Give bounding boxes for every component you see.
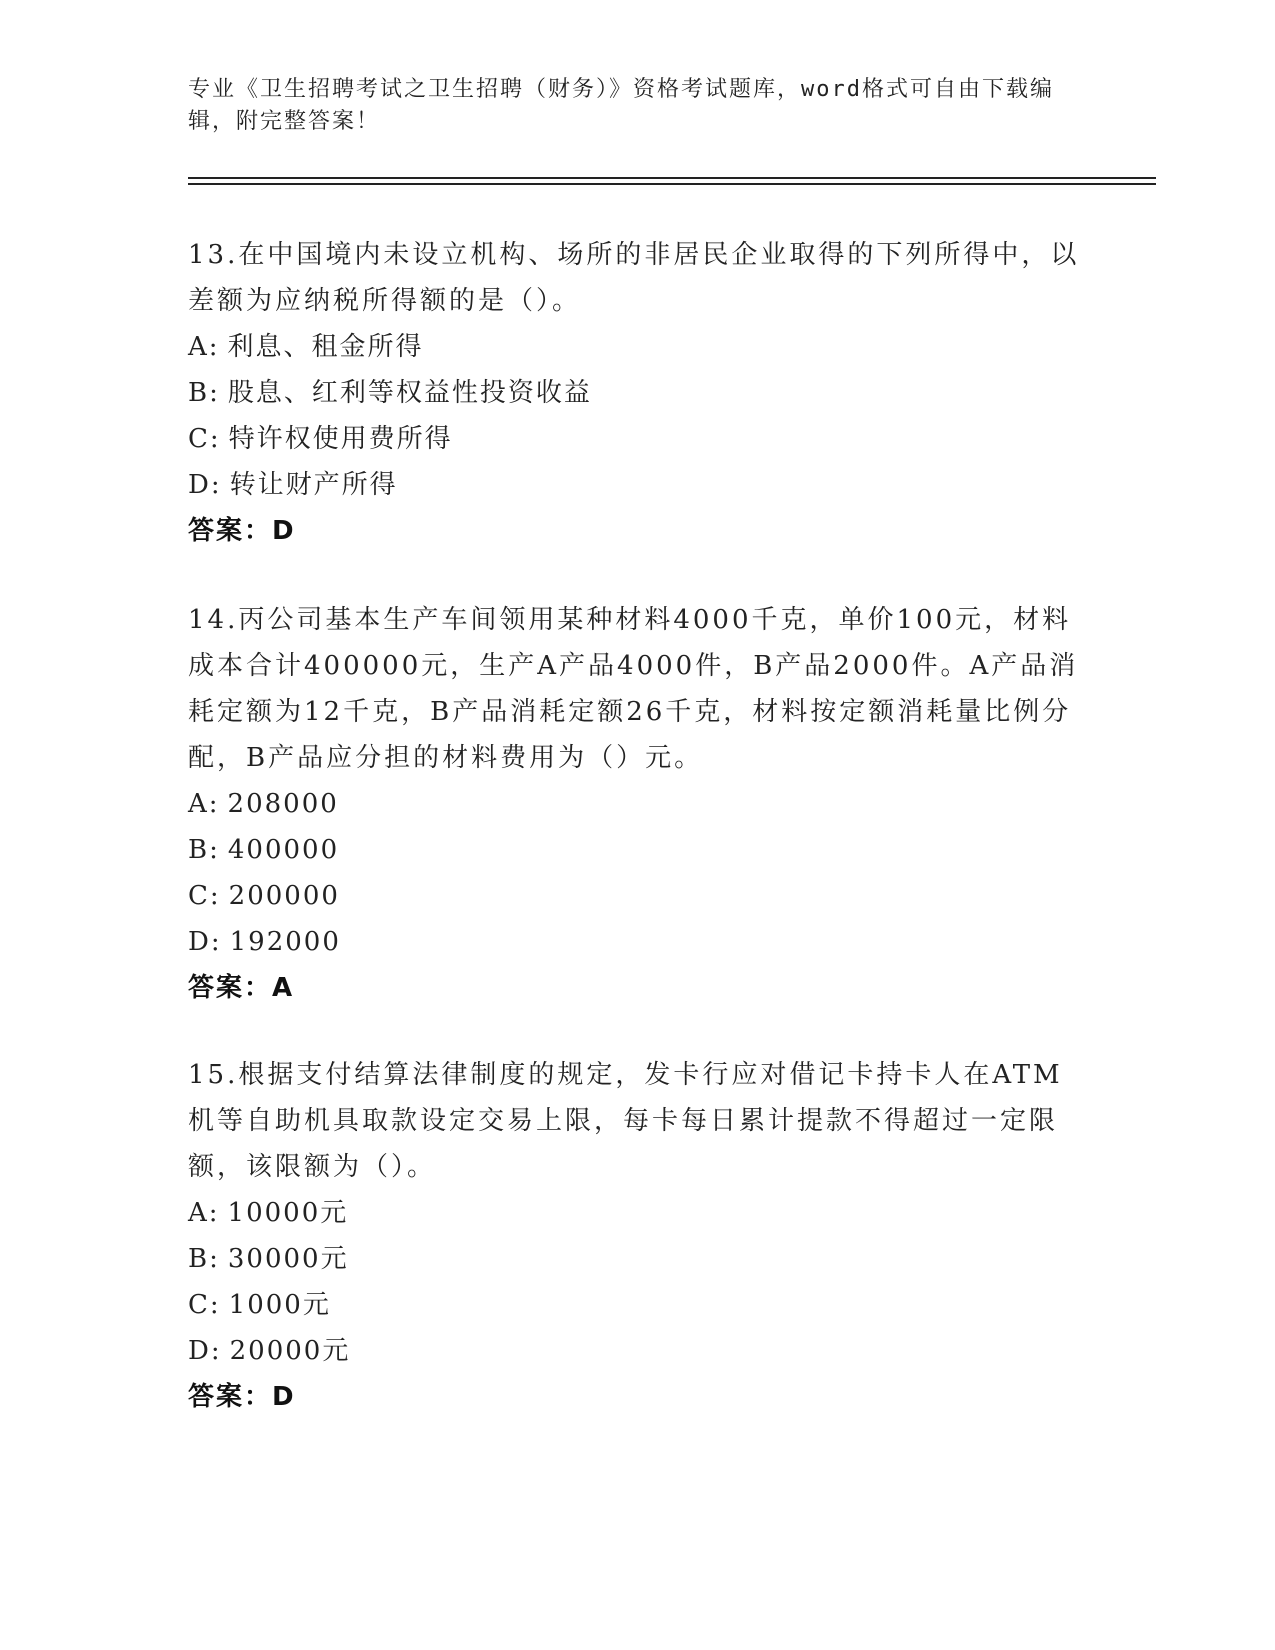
answer-line: [188, 1374, 1088, 1420]
option-text: 利息、租金所得: [227, 332, 424, 362]
option-key: D: [188, 1336, 211, 1366]
option-a: [188, 781, 1088, 827]
option-colon: :: [210, 927, 222, 957]
option-c: [188, 873, 1088, 919]
answer-value: A: [272, 973, 295, 1003]
question-stem: 15.根据支付结算法律制度的规定，发卡行应对借记卡持卡人在ATM机等自助机具取款设定交易上限，每卡每日累计提款不得超过一定限额，该限额为（）。: [188, 1060, 1063, 1182]
option-c: [188, 1282, 1088, 1328]
option-key: A: [188, 1198, 209, 1228]
option-text: 30000元: [227, 1244, 349, 1274]
header-divider: [188, 177, 1156, 179]
option-colon: :: [208, 1198, 220, 1228]
document-header: 专业《卫生招聘考试之卫生招聘（财务）》资格考试题库，word格式可自由下载编辑，附完整答案！: [188, 77, 1054, 134]
option-list: [188, 324, 1088, 508]
question-14: [188, 597, 1088, 1011]
option-text: 208000: [227, 789, 339, 819]
option-d: [188, 462, 1088, 508]
answer-value: D: [272, 1382, 296, 1412]
option-colon: :: [210, 1336, 222, 1366]
option-key: A: [188, 332, 209, 362]
option-b: [188, 827, 1088, 873]
answer-label: 答案：: [188, 973, 273, 1003]
option-b: [188, 1236, 1088, 1282]
option-colon: :: [209, 378, 220, 408]
option-key: C: [188, 881, 210, 911]
option-colon: :: [208, 789, 220, 819]
option-text: 特许权使用费所得: [228, 424, 453, 454]
option-key: D: [188, 927, 211, 957]
option-text: 192000: [229, 927, 341, 957]
option-text: 20000元: [229, 1336, 351, 1366]
option-key: B: [188, 835, 210, 865]
option-d: [188, 919, 1088, 965]
option-a: [188, 324, 1088, 370]
question-15: [188, 1052, 1088, 1420]
option-colon: :: [209, 424, 221, 454]
question-13: [188, 232, 1088, 554]
option-key: C: [188, 1290, 210, 1320]
question-stem: 13.在中国境内未设立机构、场所的非居民企业取得的下列所得中，以差额为应纳税所得额的是（）。: [188, 240, 1080, 316]
option-key: C: [188, 424, 210, 454]
answer-value: D: [272, 516, 296, 546]
answer-line: [188, 508, 1088, 554]
option-colon: :: [209, 881, 221, 911]
option-text: 1000元: [228, 1290, 331, 1320]
option-b: [188, 370, 1088, 416]
option-text: 转让财产所得: [229, 470, 398, 500]
option-list: [188, 1190, 1088, 1374]
option-text: 200000: [228, 881, 340, 911]
option-list: [188, 781, 1088, 965]
option-a: [188, 1190, 1088, 1236]
option-d: [188, 1328, 1088, 1374]
option-text: 股息、红利等权益性投资收益: [227, 378, 592, 408]
option-key: D: [188, 470, 211, 500]
option-key: B: [188, 378, 210, 408]
header-divider-double: [188, 183, 1156, 185]
option-colon: :: [209, 835, 220, 865]
question-stem: 14.丙公司基本生产车间领用某种材料4000千克，单价100元，材料成本合计400000元，生产A产品4000件，B产品2000件。A产品消耗定额为12千克，B产品消耗定额26千克，材料按定额消耗量比例分配，B产品应分担的材料费用为（）元。: [188, 605, 1079, 773]
option-colon: :: [208, 332, 220, 362]
option-key: B: [188, 1244, 210, 1274]
answer-label: 答案：: [188, 1382, 273, 1412]
option-text: 10000元: [227, 1198, 349, 1228]
option-colon: :: [209, 1244, 220, 1274]
option-c: [188, 416, 1088, 462]
answer-line: [188, 965, 1088, 1011]
answer-label: 答案：: [188, 516, 273, 546]
option-key: A: [188, 789, 209, 819]
option-colon: :: [210, 470, 222, 500]
option-text: 400000: [227, 835, 340, 865]
option-colon: :: [209, 1290, 221, 1320]
